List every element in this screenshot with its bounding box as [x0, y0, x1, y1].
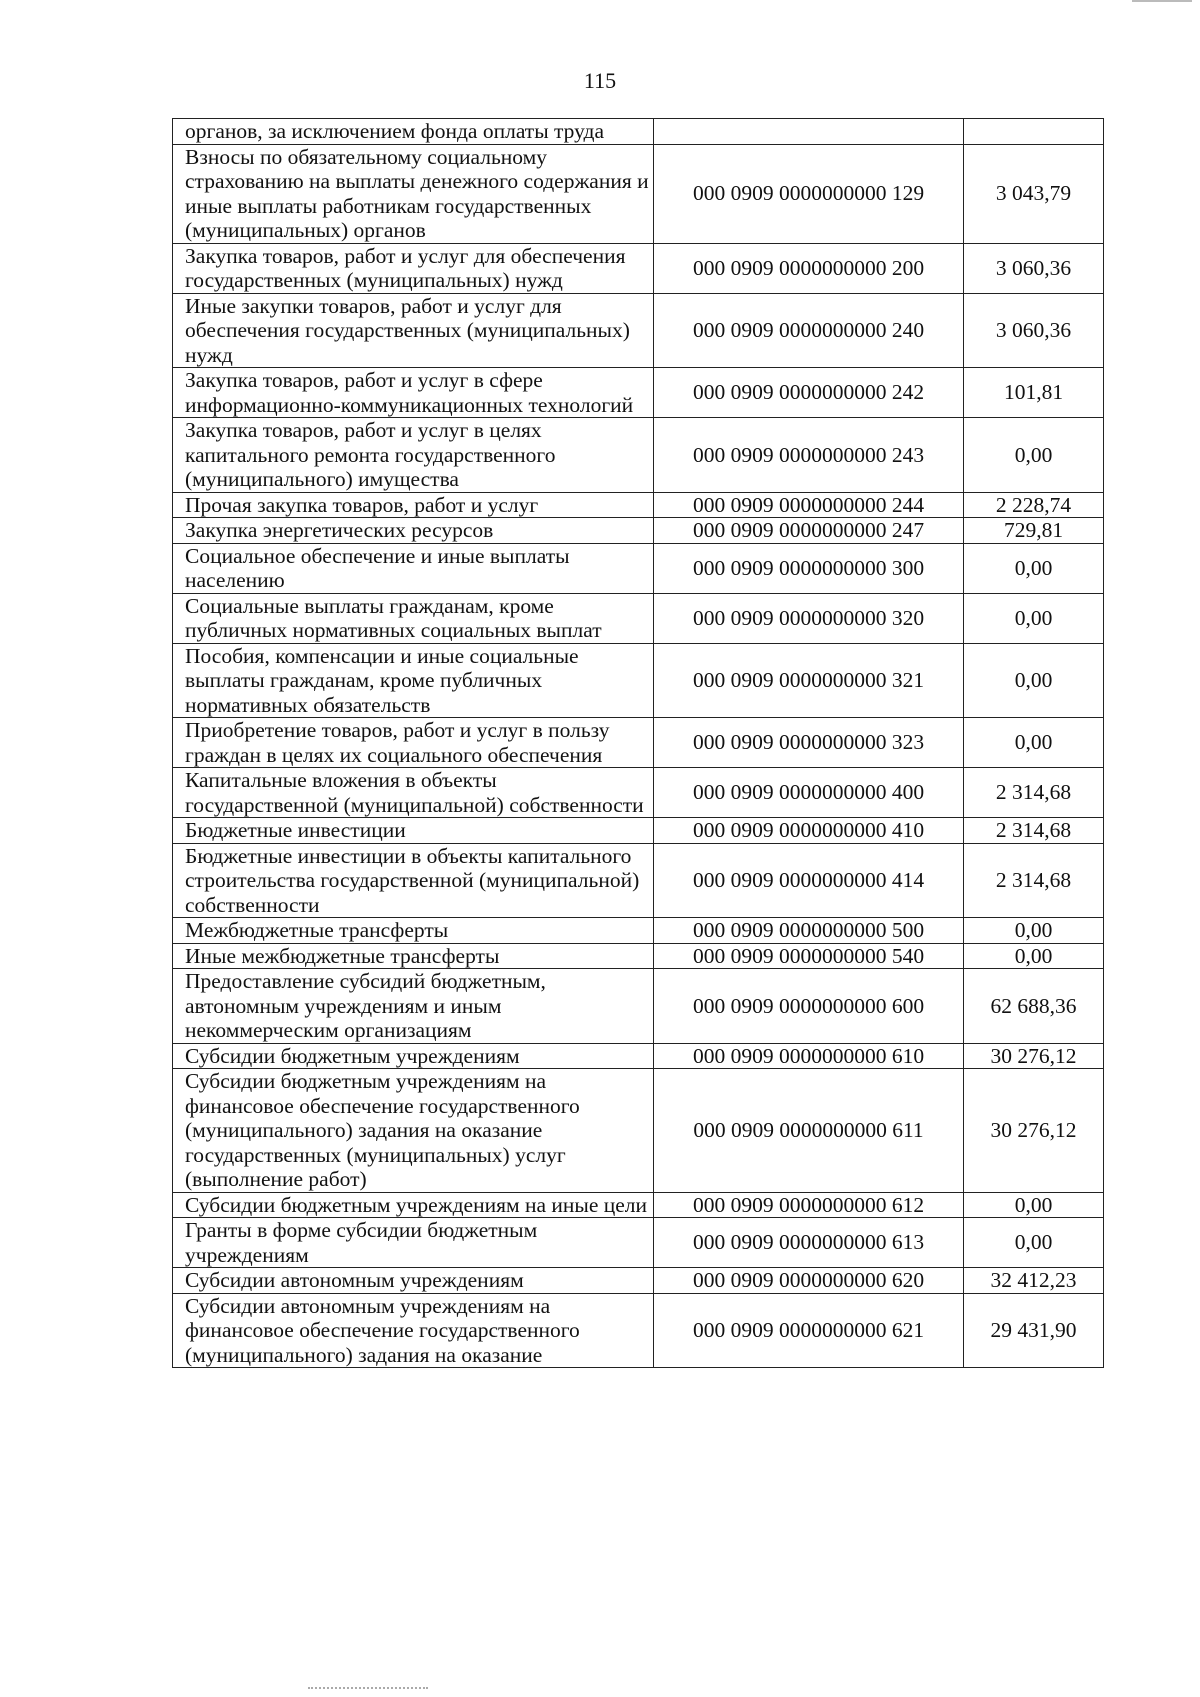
- row-budget-code: 000 0909 0000000000 300: [654, 543, 964, 593]
- table-row: [173, 368, 1104, 418]
- row-description: Субсидии бюджетным учреждениям на финансовое обеспечение государственного (муниципального) задания на оказание государственных (муниципальных) услуг (выполнение работ): [173, 1069, 654, 1193]
- row-description: Бюджетные инвестиции в объекты капитального строительства государственной (муниципальной) собственности: [173, 843, 654, 918]
- row-budget-code: 000 0909 0000000000 400: [654, 768, 964, 818]
- row-amount: 729,81: [964, 518, 1104, 544]
- row-description: Межбюджетные трансферты: [173, 918, 654, 944]
- table-row: [173, 1293, 1104, 1368]
- row-description: Закупка товаров, работ и услуг в сфере информационно-коммуникационных технологий: [173, 368, 654, 418]
- table-row: [173, 943, 1104, 969]
- page-number: 115: [583, 68, 617, 93]
- row-budget-code: 000 0909 0000000000 620: [654, 1268, 964, 1294]
- table-row: [173, 843, 1104, 918]
- row-budget-code: 000 0909 0000000000 321: [654, 643, 964, 718]
- row-description: Прочая закупка товаров, работ и услуг: [173, 492, 654, 518]
- row-amount: 30 276,12: [964, 1069, 1104, 1193]
- row-description: Субсидии автономным учреждениям на финансовое обеспечение государственного (муниципального) задания на оказание: [173, 1293, 654, 1368]
- row-budget-code: 000 0909 0000000000 129: [654, 144, 964, 243]
- table-row: [173, 119, 1104, 145]
- row-amount: 2 314,68: [964, 768, 1104, 818]
- row-description: Закупка товаров, работ и услуг для обеспечения государственных (муниципальных) нужд: [173, 243, 654, 293]
- row-description: Социальные выплаты гражданам, кроме публичных нормативных социальных выплат: [173, 593, 654, 643]
- row-budget-code: 000 0909 0000000000 611: [654, 1069, 964, 1193]
- row-amount: 2 314,68: [964, 843, 1104, 918]
- row-amount: 0,00: [964, 643, 1104, 718]
- row-amount: 0,00: [964, 418, 1104, 493]
- row-description: Субсидии бюджетным учреждениям: [173, 1043, 654, 1069]
- table-row: [173, 518, 1104, 544]
- row-description: Иные межбюджетные трансферты: [173, 943, 654, 969]
- row-description: Субсидии бюджетным учреждениям на иные цели: [173, 1192, 654, 1218]
- row-description: органов, за исключением фонда оплаты труда: [173, 119, 654, 145]
- row-budget-code: 000 0909 0000000000 500: [654, 918, 964, 944]
- row-amount: 0,00: [964, 943, 1104, 969]
- row-budget-code: 000 0909 0000000000 540: [654, 943, 964, 969]
- table-row: [173, 1192, 1104, 1218]
- row-budget-code: 000 0909 0000000000 410: [654, 818, 964, 844]
- row-description: Взносы по обязательному социальному страхованию на выплаты денежного содержания и иные выплаты работникам государственных (муниципальных) органов: [173, 144, 654, 243]
- row-description: Иные закупки товаров, работ и услуг для обеспечения государственных (муниципальных) нужд: [173, 293, 654, 368]
- table-row: [173, 818, 1104, 844]
- row-amount: 62 688,36: [964, 969, 1104, 1044]
- table-row: [173, 718, 1104, 768]
- table-row: [173, 1069, 1104, 1193]
- scan-corner-mark: [1132, 0, 1192, 2]
- row-description: Пособия, компенсации и иные социальные выплаты гражданам, кроме публичных нормативных обязательств: [173, 643, 654, 718]
- row-amount: 0,00: [964, 543, 1104, 593]
- table-row: [173, 1043, 1104, 1069]
- row-budget-code: 000 0909 0000000000 600: [654, 969, 964, 1044]
- table-row: [173, 543, 1104, 593]
- row-amount: 29 431,90: [964, 1293, 1104, 1368]
- budget-table-body: [173, 119, 1104, 1368]
- row-budget-code: 000 0909 0000000000 610: [654, 1043, 964, 1069]
- row-amount: 2 228,74: [964, 492, 1104, 518]
- row-amount: 30 276,12: [964, 1043, 1104, 1069]
- row-budget-code: 000 0909 0000000000 323: [654, 718, 964, 768]
- table-row: [173, 293, 1104, 368]
- row-budget-code: [654, 119, 964, 145]
- row-amount: 0,00: [964, 1192, 1104, 1218]
- row-amount: 0,00: [964, 718, 1104, 768]
- table-row: [173, 492, 1104, 518]
- row-amount: 0,00: [964, 593, 1104, 643]
- row-description: Гранты в форме субсидии бюджетным учреждениям: [173, 1218, 654, 1268]
- scan-bottom-mark: [308, 1687, 428, 1689]
- row-description: Предоставление субсидий бюджетным, автономным учреждениям и иным некоммерческим организациям: [173, 969, 654, 1044]
- budget-table: [172, 118, 1104, 1368]
- row-budget-code: 000 0909 0000000000 613: [654, 1218, 964, 1268]
- row-budget-code: 000 0909 0000000000 247: [654, 518, 964, 544]
- table-row: [173, 768, 1104, 818]
- row-budget-code: 000 0909 0000000000 414: [654, 843, 964, 918]
- row-amount: 2 314,68: [964, 818, 1104, 844]
- row-description: Субсидии автономным учреждениям: [173, 1268, 654, 1294]
- row-amount: 32 412,23: [964, 1268, 1104, 1294]
- row-budget-code: 000 0909 0000000000 244: [654, 492, 964, 518]
- row-budget-code: 000 0909 0000000000 621: [654, 1293, 964, 1368]
- row-budget-code: 000 0909 0000000000 242: [654, 368, 964, 418]
- table-row: [173, 643, 1104, 718]
- row-amount: 3 043,79: [964, 144, 1104, 243]
- row-amount: 3 060,36: [964, 293, 1104, 368]
- row-description: Закупка товаров, работ и услуг в целях капитального ремонта государственного (муниципального) имущества: [173, 418, 654, 493]
- table-row: [173, 1268, 1104, 1294]
- row-budget-code: 000 0909 0000000000 320: [654, 593, 964, 643]
- row-amount: 0,00: [964, 1218, 1104, 1268]
- table-row: [173, 418, 1104, 493]
- row-budget-code: 000 0909 0000000000 612: [654, 1192, 964, 1218]
- row-description: Приобретение товаров, работ и услуг в пользу граждан в целях их социального обеспечения: [173, 718, 654, 768]
- row-description: Социальное обеспечение и иные выплаты населению: [173, 543, 654, 593]
- table-row: [173, 1218, 1104, 1268]
- row-budget-code: 000 0909 0000000000 200: [654, 243, 964, 293]
- row-description: Капитальные вложения в объекты государственной (муниципальной) собственности: [173, 768, 654, 818]
- row-budget-code: 000 0909 0000000000 243: [654, 418, 964, 493]
- row-amount: 101,81: [964, 368, 1104, 418]
- table-row: [173, 969, 1104, 1044]
- row-amount: 0,00: [964, 918, 1104, 944]
- table-row: [173, 593, 1104, 643]
- row-description: Бюджетные инвестиции: [173, 818, 654, 844]
- table-row: [173, 918, 1104, 944]
- table-row: [173, 243, 1104, 293]
- row-amount: [964, 119, 1104, 145]
- table-row: [173, 144, 1104, 243]
- row-amount: 3 060,36: [964, 243, 1104, 293]
- row-budget-code: 000 0909 0000000000 240: [654, 293, 964, 368]
- row-description: Закупка энергетических ресурсов: [173, 518, 654, 544]
